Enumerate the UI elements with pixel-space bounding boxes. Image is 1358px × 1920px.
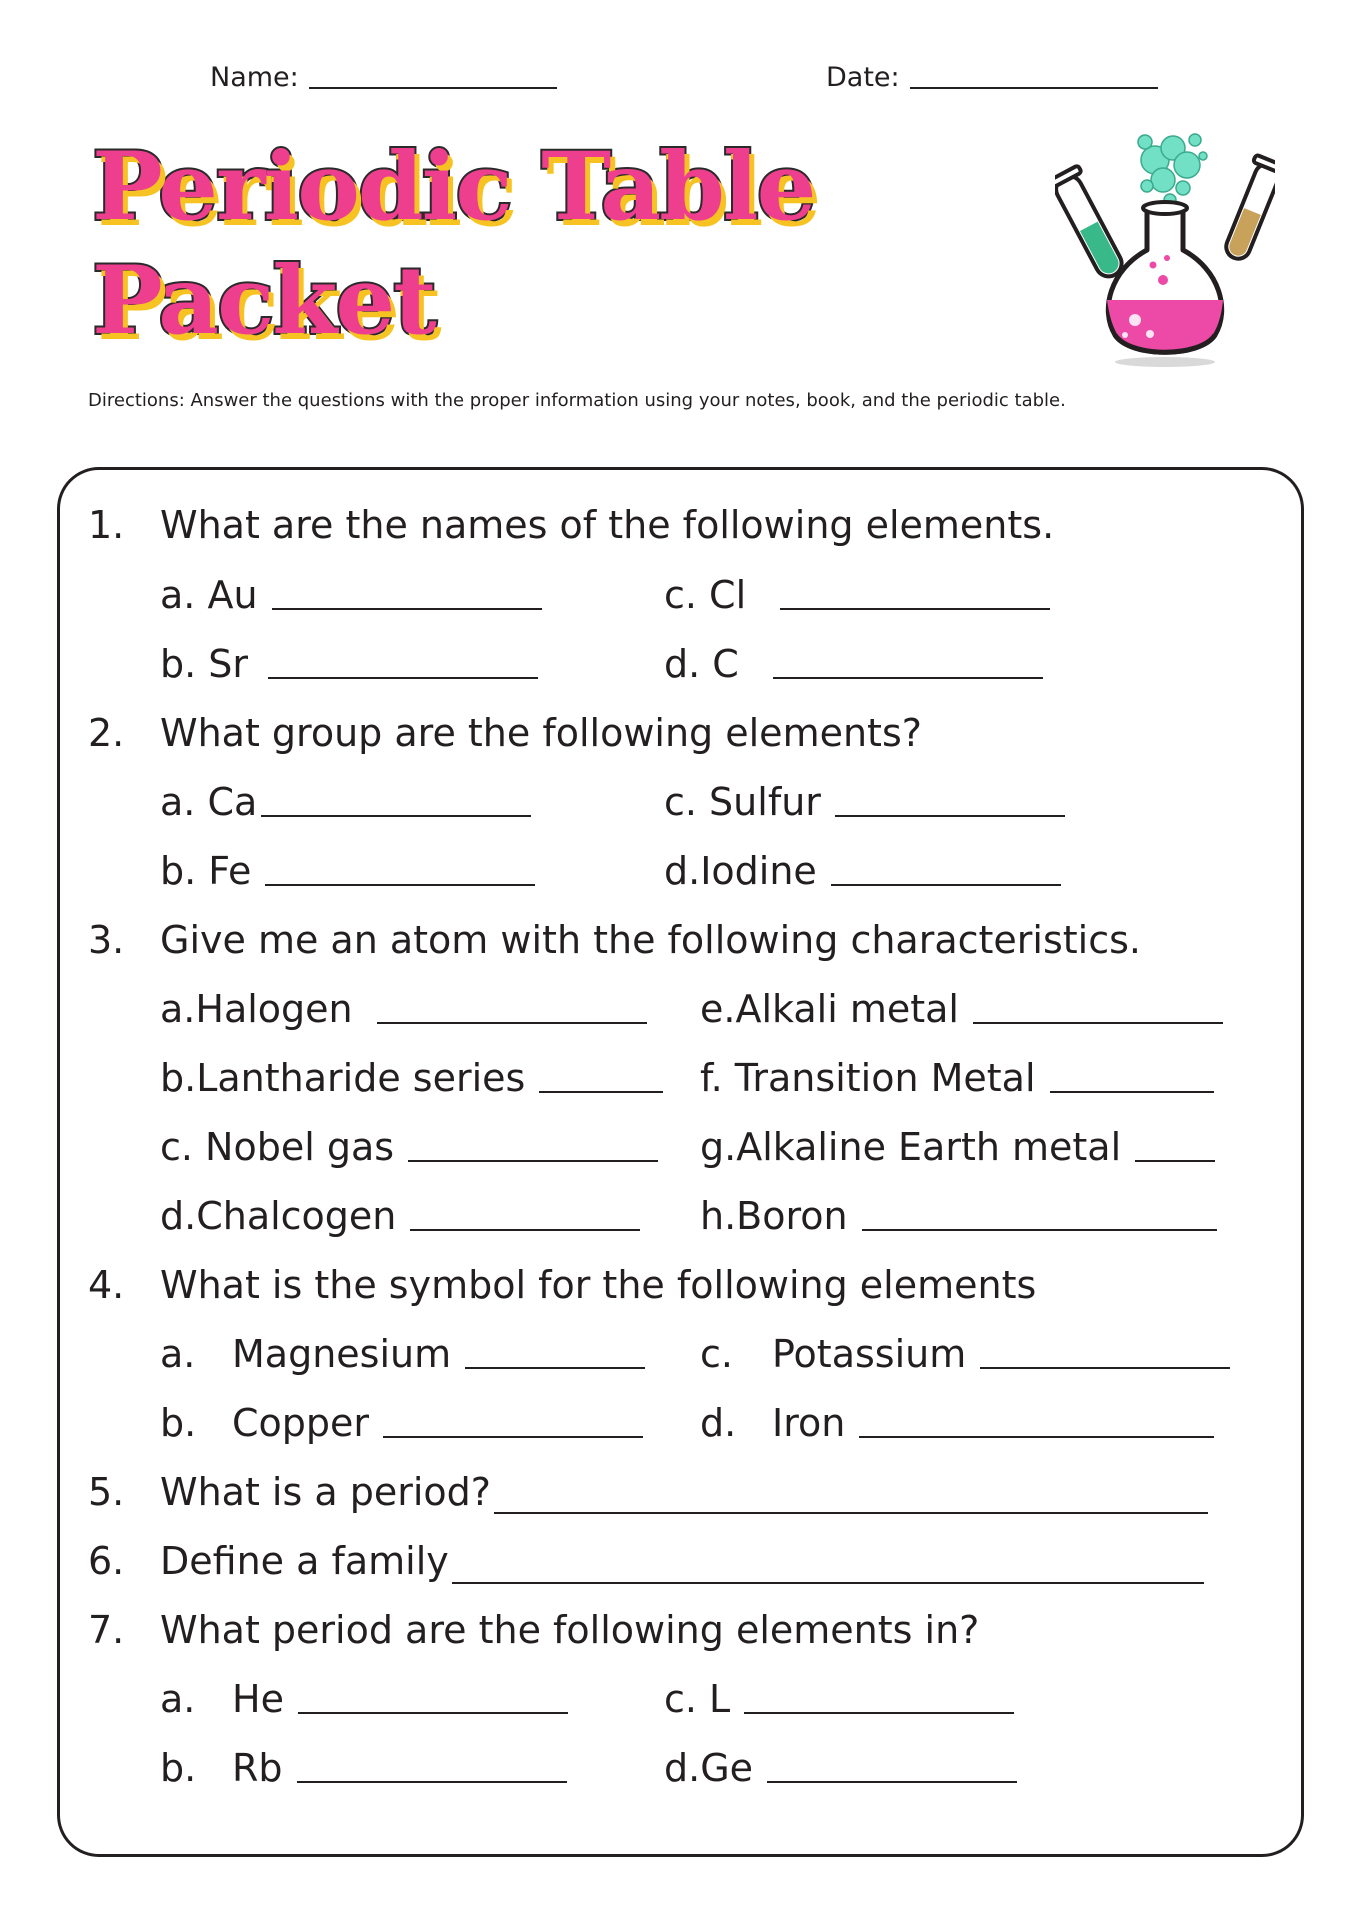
answer-letter: d. (700, 1401, 737, 1445)
test-tube-icon (1055, 154, 1131, 286)
answer-item: d.Chalcogen (160, 1193, 640, 1239)
page-title (92, 130, 814, 358)
answer-item: Iron (772, 1400, 1214, 1446)
question-number: 5. (88, 1470, 125, 1514)
question-number: 3. (88, 918, 125, 962)
answer-item: Copper (232, 1400, 643, 1446)
bubbles-icon (1138, 134, 1207, 206)
answer-line[interactable] (744, 1710, 1014, 1714)
answer-item: c. Nobel gas (160, 1124, 658, 1170)
answer-line[interactable] (268, 675, 538, 679)
answer-item: d.Iodine (664, 848, 1061, 894)
answer-item: Potassium (772, 1331, 1230, 1377)
answer-line[interactable] (835, 813, 1065, 817)
answer-line[interactable] (272, 606, 542, 610)
question-text: Give me an atom with the following characteristics. (160, 918, 1142, 962)
answer-item: f. Transition Metal (700, 1055, 1214, 1101)
question-number: 2. (88, 711, 125, 755)
answer-item: a. Ca (160, 779, 531, 825)
question-number: 6. (88, 1539, 125, 1583)
answer-item: He (232, 1676, 568, 1722)
title-line-1: Periodic Table (92, 132, 815, 242)
question-text: What group are the following elements? (160, 711, 922, 755)
question-number: 1. (88, 503, 125, 547)
answer-item: d. C (664, 641, 1043, 687)
answer-line[interactable] (973, 1020, 1223, 1024)
question-text: What period are the following elements in? (160, 1608, 980, 1652)
answer-line[interactable] (767, 1779, 1017, 1783)
date-field[interactable] (826, 62, 1158, 93)
answer-line[interactable] (297, 1779, 567, 1783)
answer-item: c. Sulfur (664, 779, 1065, 825)
name-label: Name: (210, 62, 299, 93)
answer-item: g.Alkaline Earth metal (700, 1124, 1215, 1170)
date-line[interactable] (910, 86, 1158, 89)
answer-line[interactable] (261, 813, 531, 817)
directions-text: Directions: Answer the questions with the proper information using your notes, book, and the periodic table. (88, 390, 1066, 411)
answer-line[interactable] (780, 606, 1050, 610)
answer-line[interactable] (265, 882, 535, 886)
answer-line[interactable] (298, 1710, 568, 1714)
answer-line[interactable] (494, 1512, 1208, 1514)
answer-item: Magnesium (232, 1331, 645, 1377)
test-tube-icon (1217, 137, 1275, 265)
answer-line[interactable] (377, 1020, 647, 1024)
answer-line[interactable] (410, 1227, 640, 1231)
answer-line[interactable] (408, 1158, 658, 1162)
answer-item: h.Boron (700, 1193, 1217, 1239)
answer-letter: c. (700, 1332, 733, 1376)
title-line-2: Packet (92, 246, 435, 356)
answer-item: b. Fe (160, 848, 535, 894)
answer-line[interactable] (452, 1582, 1204, 1584)
answer-item: Rb (232, 1745, 567, 1791)
chemistry-flask-icon (1055, 120, 1275, 370)
question-number: 7. (88, 1608, 125, 1652)
answer-line[interactable] (539, 1089, 663, 1093)
answer-line[interactable] (862, 1227, 1217, 1231)
answer-letter: a. (160, 1677, 196, 1721)
name-line[interactable] (309, 86, 557, 89)
answer-line[interactable] (773, 675, 1043, 679)
answer-line[interactable] (1135, 1158, 1215, 1162)
answer-letter: a. (160, 1332, 196, 1376)
answer-line[interactable] (383, 1434, 643, 1438)
answer-item: b. Sr (160, 641, 538, 687)
answer-item: d.Ge (664, 1745, 1017, 1791)
answer-item: c. L (664, 1676, 1014, 1722)
answer-item: a.Halogen (160, 986, 647, 1032)
answer-line[interactable] (465, 1365, 645, 1369)
answer-line[interactable] (859, 1434, 1214, 1438)
question-text: What is the symbol for the following elements (160, 1263, 1037, 1307)
answer-letter: b. (160, 1401, 197, 1445)
answer-line[interactable] (831, 882, 1061, 886)
answer-item: e.Alkali metal (700, 986, 1223, 1032)
question-text: What are the names of the following elements. (160, 503, 1055, 547)
question-text: Define a family (160, 1539, 449, 1583)
question-text: What is a period? (160, 1470, 491, 1514)
answer-item: a. Au (160, 572, 542, 618)
answer-line[interactable] (1050, 1089, 1214, 1093)
name-field[interactable] (210, 62, 557, 93)
question-number: 4. (88, 1263, 125, 1307)
date-label: Date: (826, 62, 900, 93)
answer-item: c. Cl (664, 572, 1050, 618)
answer-letter: b. (160, 1746, 197, 1790)
answer-line[interactable] (980, 1365, 1230, 1369)
answer-item: b.Lantharide series (160, 1055, 663, 1101)
